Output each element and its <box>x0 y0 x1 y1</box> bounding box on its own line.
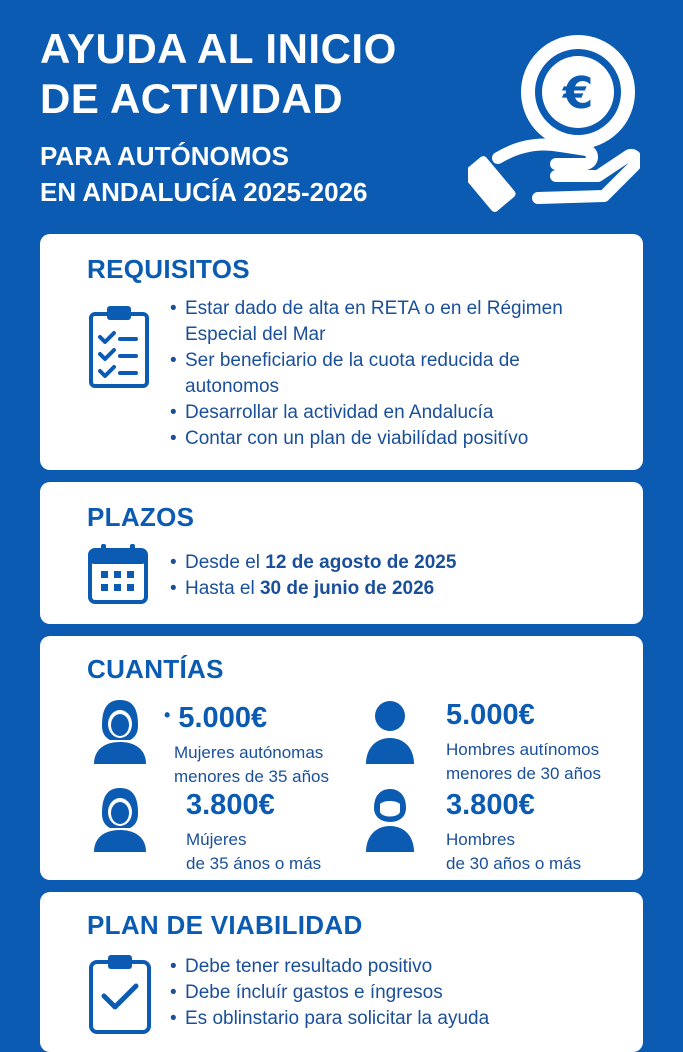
list-item: • Debe íncluír gastos e íngresos <box>170 980 610 1006</box>
woman-icon <box>92 698 148 764</box>
amount-desc-2: menores de 35 años <box>174 767 329 786</box>
title-line-1: AYUDA AL INICIO <box>40 25 397 72</box>
amount-desc-1: Hombres <box>446 830 515 849</box>
plazo-date: 12 de agosto de 2025 <box>265 552 457 573</box>
amount-desc-1: Hombres autínomos <box>446 740 600 759</box>
plazos-card <box>40 482 643 624</box>
man-icon <box>362 698 418 764</box>
plazo-prefix: Desde el <box>185 552 266 573</box>
clipboard-check-icon <box>88 954 152 1034</box>
plazo-date: 30 de junio de 2026 <box>259 578 435 599</box>
amount-value: 3.800€ <box>186 789 275 821</box>
calendar-icon <box>88 544 148 604</box>
list-item: • Ser beneficiario de la cuota reducida de autonomos <box>170 348 610 400</box>
subtitle-line-2: EN ANDALUCÍA 2025-2026 <box>40 177 368 207</box>
list-item <box>170 550 610 576</box>
amount-desc-2: de 30 años o más <box>446 854 582 873</box>
amount-desc-1: Mujeres autónomas <box>174 743 324 762</box>
amount-value: • 5.000€ <box>164 702 268 734</box>
clipboard-checklist-icon <box>88 304 150 388</box>
cuantia-entry <box>164 698 329 789</box>
title-line-2: DE ACTIVIDAD <box>40 75 344 122</box>
svg-text:€: € <box>562 68 594 119</box>
header <box>40 24 470 210</box>
requisitos-title: REQUISITOS <box>87 254 250 284</box>
woman-icon <box>92 786 148 852</box>
list-item: • Estar dado de alta en RETA o en el Régimen Especial del Mar <box>170 296 610 348</box>
requisitos-card <box>40 234 643 470</box>
amount-desc-2: menores de 30 años <box>446 764 601 783</box>
cuantias-title: CUANTÍAS <box>87 654 224 684</box>
man-icon <box>362 786 418 852</box>
cuantias-card <box>40 636 643 880</box>
requisitos-list <box>170 296 610 452</box>
cuantia-entry <box>446 788 581 876</box>
plan-list <box>170 954 610 1032</box>
subtitle-line-1: PARA AUTÓNOMOS <box>40 141 289 171</box>
cuantia-entry <box>446 698 601 786</box>
list-item: • Debe tener resultado positivo <box>170 954 610 980</box>
list-item: • Desarrollar la actividad en Andalucía <box>170 400 610 426</box>
plazo-prefix: Hasta el <box>185 578 260 599</box>
amount-desc-2: de 35 ános o más <box>186 854 322 873</box>
amount-desc-1: Mújeres <box>186 830 247 849</box>
plan-card <box>40 892 643 1052</box>
amount-value: 3.800€ <box>446 789 535 821</box>
plazos-list <box>170 550 610 602</box>
list-item <box>170 576 610 602</box>
amount-value: 5.000€ <box>446 699 535 731</box>
list-item: • Es oblinstario para solicitar la ayuda <box>170 1006 610 1032</box>
cuantia-entry <box>186 788 321 876</box>
plan-title: PLAN DE VIABILIDAD <box>87 910 363 940</box>
list-item: • Contar con un plan de viabilídad positívo <box>170 426 610 452</box>
euro-coin-hand-icon <box>468 30 640 214</box>
plazos-title: PLAZOS <box>87 502 195 532</box>
